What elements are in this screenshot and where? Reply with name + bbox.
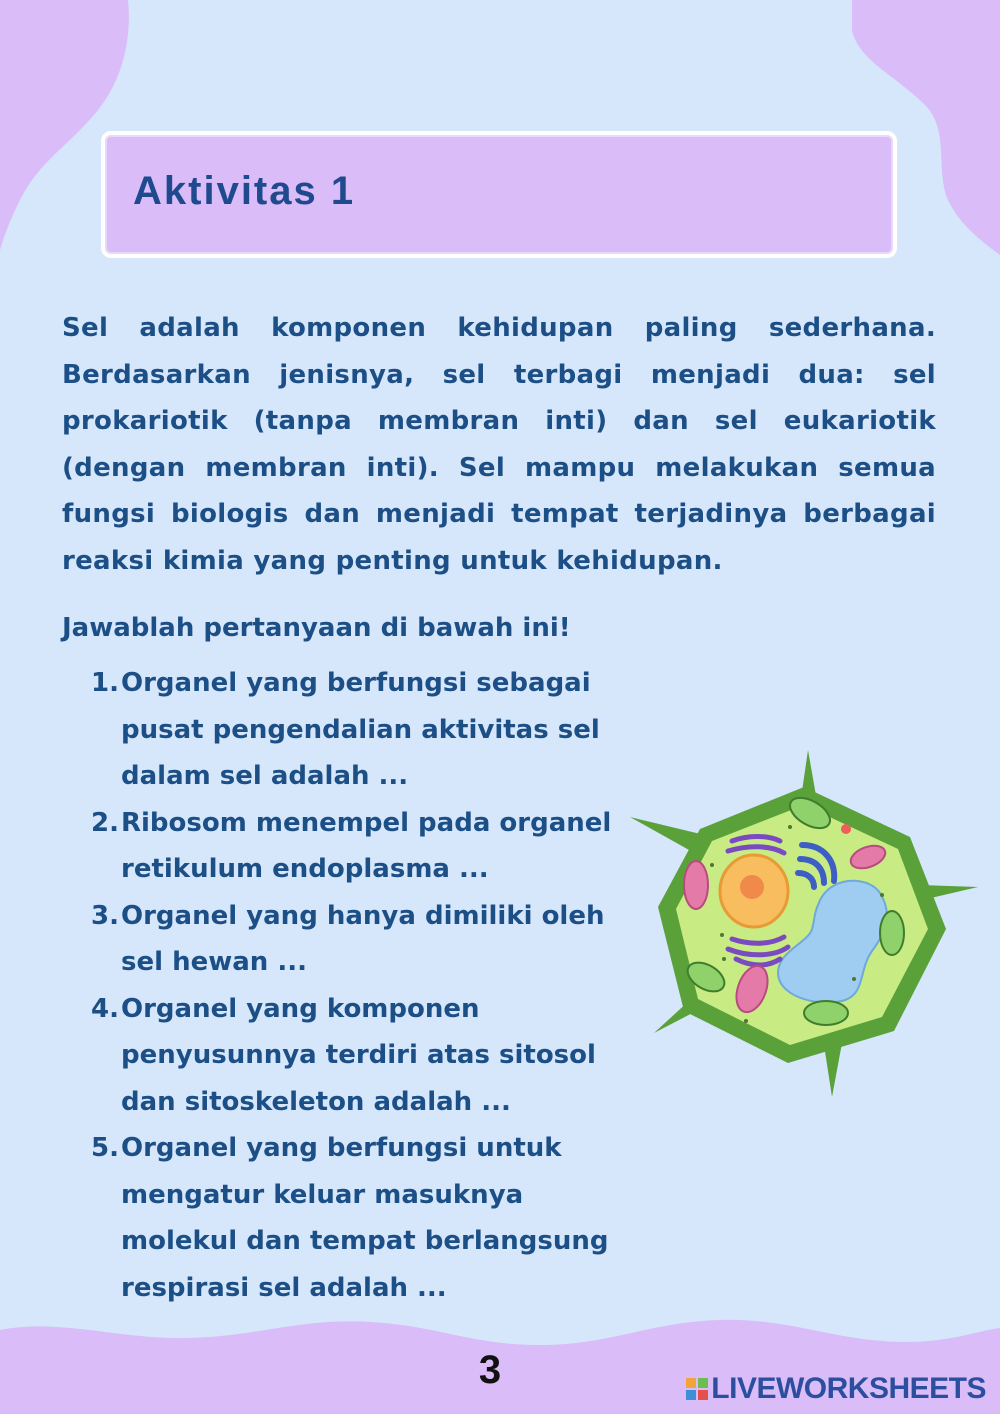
question-number: 1. (91, 668, 119, 698)
plant-cell-illustration (628, 745, 980, 1101)
question-text: Organel yang komponen penyusunnya terdiri atas sitosol dan sitoskeleton adalah ... (121, 993, 596, 1117)
page-number: 3 (478, 1348, 502, 1392)
question-list (85, 660, 645, 1311)
question-number: 5. (91, 1133, 119, 1163)
question-number: 3. (91, 900, 119, 931)
question-prompt: Jawablah pertanyaan di bawah ini! (62, 613, 571, 643)
question-text: Organel yang berfungsi untuk mengatur keluar masuknya molekul dan tempat berlangsung respirasi sel adalah ... (121, 1133, 609, 1303)
question-item (85, 1125, 645, 1311)
question-text: Ribosom menempel pada organel retikulum endoplasma ... (121, 807, 612, 884)
page-title: Aktivitas 1 (133, 169, 356, 213)
question-item (85, 660, 645, 800)
question-text: Organel yang hanya dimiliki oleh sel hewan ... (121, 900, 605, 977)
question-number: 2. (91, 807, 119, 838)
question-number: 4. (91, 993, 119, 1024)
brand-name: LIVEWORKSHEETS (711, 1372, 986, 1405)
nucleolus (740, 875, 764, 899)
intro-paragraph: Sel adalah komponen kehidupan paling sederhana. Berdasarkan jenisnya, sel terbagi menjadi dua: sel prokariotik (tanpa membran inti) dan sel eukariotik (dengan membran inti). Sel mampu melakukan semua fungsi biologis dan menjadi tempat terjadinya berbagai reaksi kimia yang penting untuk kehidupan. (62, 313, 936, 576)
vesicle (841, 824, 851, 834)
brand-footer[interactable] (686, 1372, 986, 1406)
question-text: Organel yang berfungsi sebagai pusat pengendalian aktivitas sel dalam sel adalah ... (121, 668, 600, 791)
title-banner (101, 131, 897, 258)
liveworksheets-logo-icon (686, 1378, 708, 1400)
question-item (85, 893, 645, 986)
question-item (85, 800, 645, 893)
question-item (85, 986, 645, 1126)
